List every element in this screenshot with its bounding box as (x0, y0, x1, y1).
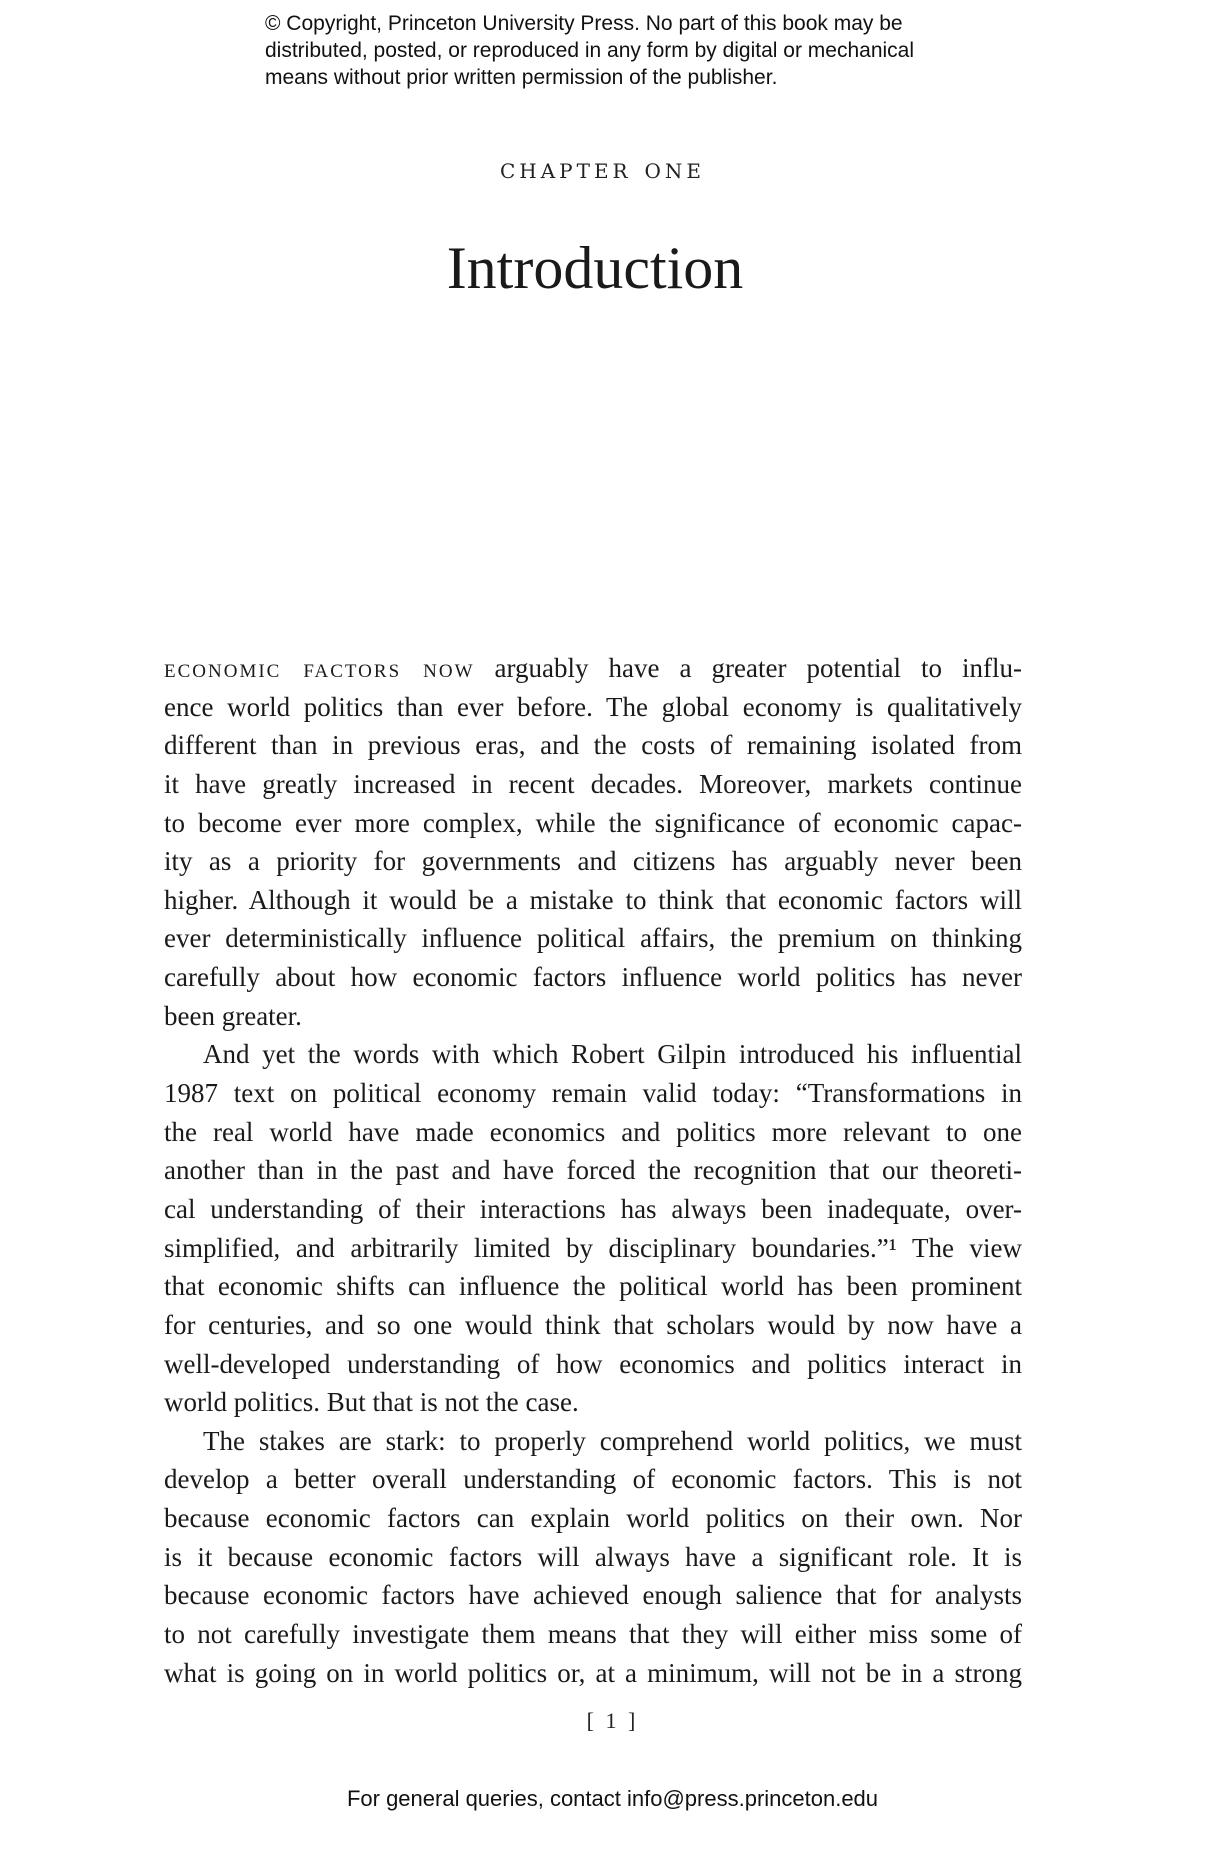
text-line: ever deterministically influence political affairs, the premium on thinking (164, 923, 1022, 954)
copyright-line: distributed, posted, or reproduced in any form by digital or mechanical (265, 39, 915, 62)
text-line: ence world politics than ever before. The global economy is qualitatively (164, 691, 1022, 722)
copyright-line: © Copyright, Princeton University Press. No part of this book may be (265, 12, 903, 35)
text-line: higher. Although it would be a mistake to think that economic factors will (164, 884, 1022, 915)
text-line: the real world have made economics and politics more relevant to one (164, 1116, 1022, 1147)
body-text (164, 649, 1022, 1692)
text-line: different than in previous eras, and the costs of remaining isolated from (164, 730, 1022, 761)
chapter-title: Introduction (446, 235, 744, 301)
text-line: because economic factors can explain world politics on their own. Nor (164, 1503, 1022, 1534)
text-line: well-developed understanding of how economics and politics interact in (164, 1348, 1022, 1379)
text-line: to become ever more complex, while the significance of economic capac- (164, 807, 1022, 838)
text-line: to not carefully investigate them means that they will either miss some of (164, 1619, 1022, 1650)
text-line: what is going on in world politics or, at a minimum, will not be in a strong (164, 1657, 1022, 1688)
text-line: is it because economic factors will always have a significant role. It is (164, 1541, 1022, 1572)
chapter-label: chapter one (499, 152, 706, 185)
text-line: carefully about how economic factors influence world politics has never (164, 962, 1022, 993)
copyright-line: means without prior written permission of the publisher. (265, 66, 778, 89)
text-line: And yet the words with which Robert Gilpin introduced his influential (203, 1039, 1022, 1070)
text-line: simplified, and arbitrarily limited by disciplinary boundaries.”¹ The view (164, 1232, 1022, 1263)
text-line: The stakes are stark: to properly comprehend world politics, we must (203, 1425, 1022, 1456)
text-line-content: arguably have a greater potential to influ- (474, 653, 1022, 683)
text-line: world politics. But that is not the case. (164, 1387, 579, 1418)
text-line: cal understanding of their interactions has always been inadequate, over- (164, 1193, 1022, 1224)
page-number: [ 1 ] (586, 1708, 639, 1733)
footer-contact: For general queries, contact info@press.princeton.edu (346, 1786, 879, 1811)
text-line: 1987 text on political economy remain valid today: “Transformations in (164, 1078, 1022, 1109)
lead-in-smallcaps: economic factors now (164, 653, 475, 683)
text-line: because economic factors have achieved enough salience that for analysts (164, 1580, 1022, 1611)
text-line: that economic shifts can influence the political world has been prominent (164, 1271, 1022, 1302)
text-line: another than in the past and have forced the recognition that our theoreti- (164, 1155, 1022, 1186)
text-line: develop a better overall understanding of economic factors. This is not (164, 1464, 1022, 1495)
copyright-notice (265, 10, 1025, 91)
text-line: for centuries, and so one would think that scholars would by now have a (164, 1309, 1022, 1340)
text-line: ity as a priority for governments and citizens has arguably never been (164, 846, 1022, 877)
text-line: it have greatly increased in recent decades. Moreover, markets continue (164, 768, 1022, 799)
text-line (164, 649, 1022, 688)
text-line: been greater. (164, 1000, 302, 1031)
